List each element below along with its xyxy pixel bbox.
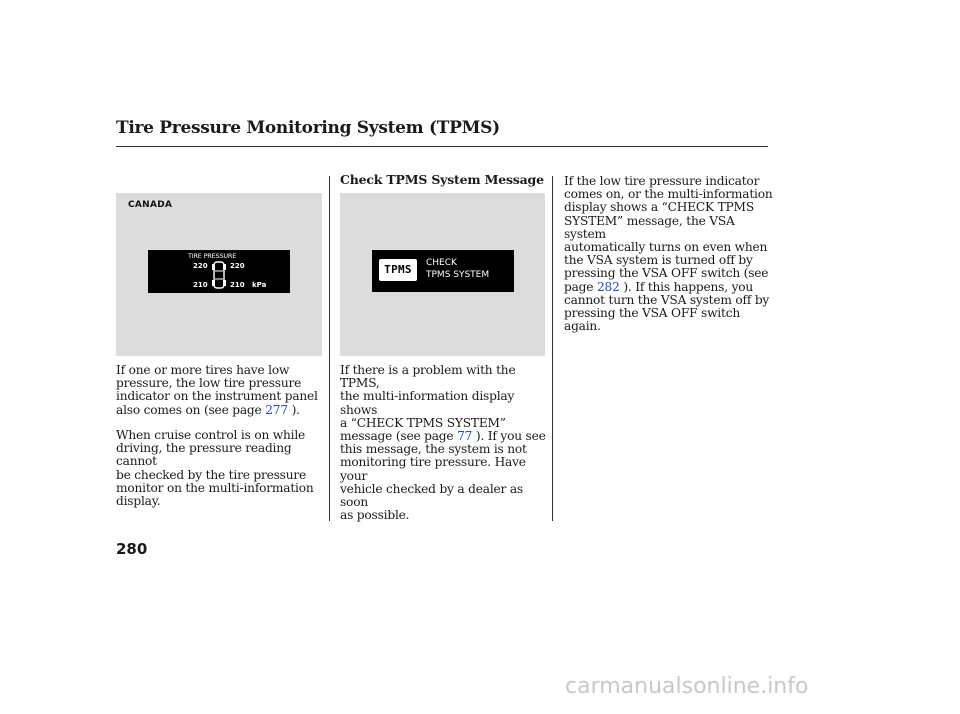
check-tpms-figure [340, 193, 545, 356]
left-paragraph-2: When cruise control is on while driving, the pressure reading cannot be checked by the tire pressure monitor on the multi-information display. [116, 428, 314, 509]
page-link-77[interactable]: 77 [457, 429, 473, 444]
display-title: TIRE PRESSURE [188, 252, 237, 260]
page-link-282[interactable]: 282 [596, 279, 620, 294]
display-line-1: CHECK [426, 258, 457, 268]
left-paragraph-1 [116, 364, 328, 417]
front-right-pressure: 220 [230, 262, 245, 270]
tire-pressure-figure [116, 193, 322, 356]
front-left-pressure: 220 [193, 262, 208, 270]
header-divider [116, 146, 768, 147]
right-paragraph-1-text: If the low tire pressure indicator comes on, or the multi-information display shows a “CHECK TPMS SYSTEM” message, the VSA system automatically turns on even when the VSA system is turned off by pressing the VSA OFF switch (see page [564, 174, 773, 294]
rear-right-pressure: 210 [230, 281, 245, 289]
region-label: CANADA [128, 200, 173, 210]
left-paragraph-1-text: If one or more tires have low pressure, the low tire pressure indicator on the instrument panel also comes on (see page [116, 363, 318, 417]
middle-paragraph-1 [340, 364, 552, 522]
middle-paragraph-1-tail: ). If you see this message, the system is not monitoring tire pressure. Have your vehicle checked by a dealer as soon as possible. [340, 429, 546, 523]
page-link-277[interactable]: 277 [265, 402, 288, 417]
page-title: Tire Pressure Monitoring System (TPMS) [116, 118, 500, 138]
watermark: carmanualsonline.info [565, 674, 809, 699]
tpms-badge-label: TPMS [384, 263, 412, 276]
page-number: 280 [116, 540, 148, 558]
right-paragraph-1 [564, 175, 776, 333]
rear-left-pressure: 210 [193, 281, 208, 289]
middle-paragraph-1-text: If there is a problem with the TPMS, the multi-information display shows a “CHECK TPMS SYSTEM” message (see page [340, 363, 516, 444]
check-tpms-display [372, 250, 514, 292]
right-paragraph-1-tail: ). If this happens, you cannot turn the VSA system off by pressing the VSA OFF switch again. [564, 279, 770, 334]
left-paragraph-1-tail: ). [287, 402, 300, 417]
tpms-badge [379, 259, 417, 281]
pressure-unit: kPa [252, 281, 267, 289]
section-heading: Check TPMS System Message [340, 172, 544, 187]
column-divider-left [329, 176, 330, 521]
tire-pressure-display [148, 250, 290, 293]
car-top-view-icon [211, 260, 227, 294]
display-line-2: TPMS SYSTEM [426, 270, 490, 280]
column-divider-right [552, 176, 553, 521]
